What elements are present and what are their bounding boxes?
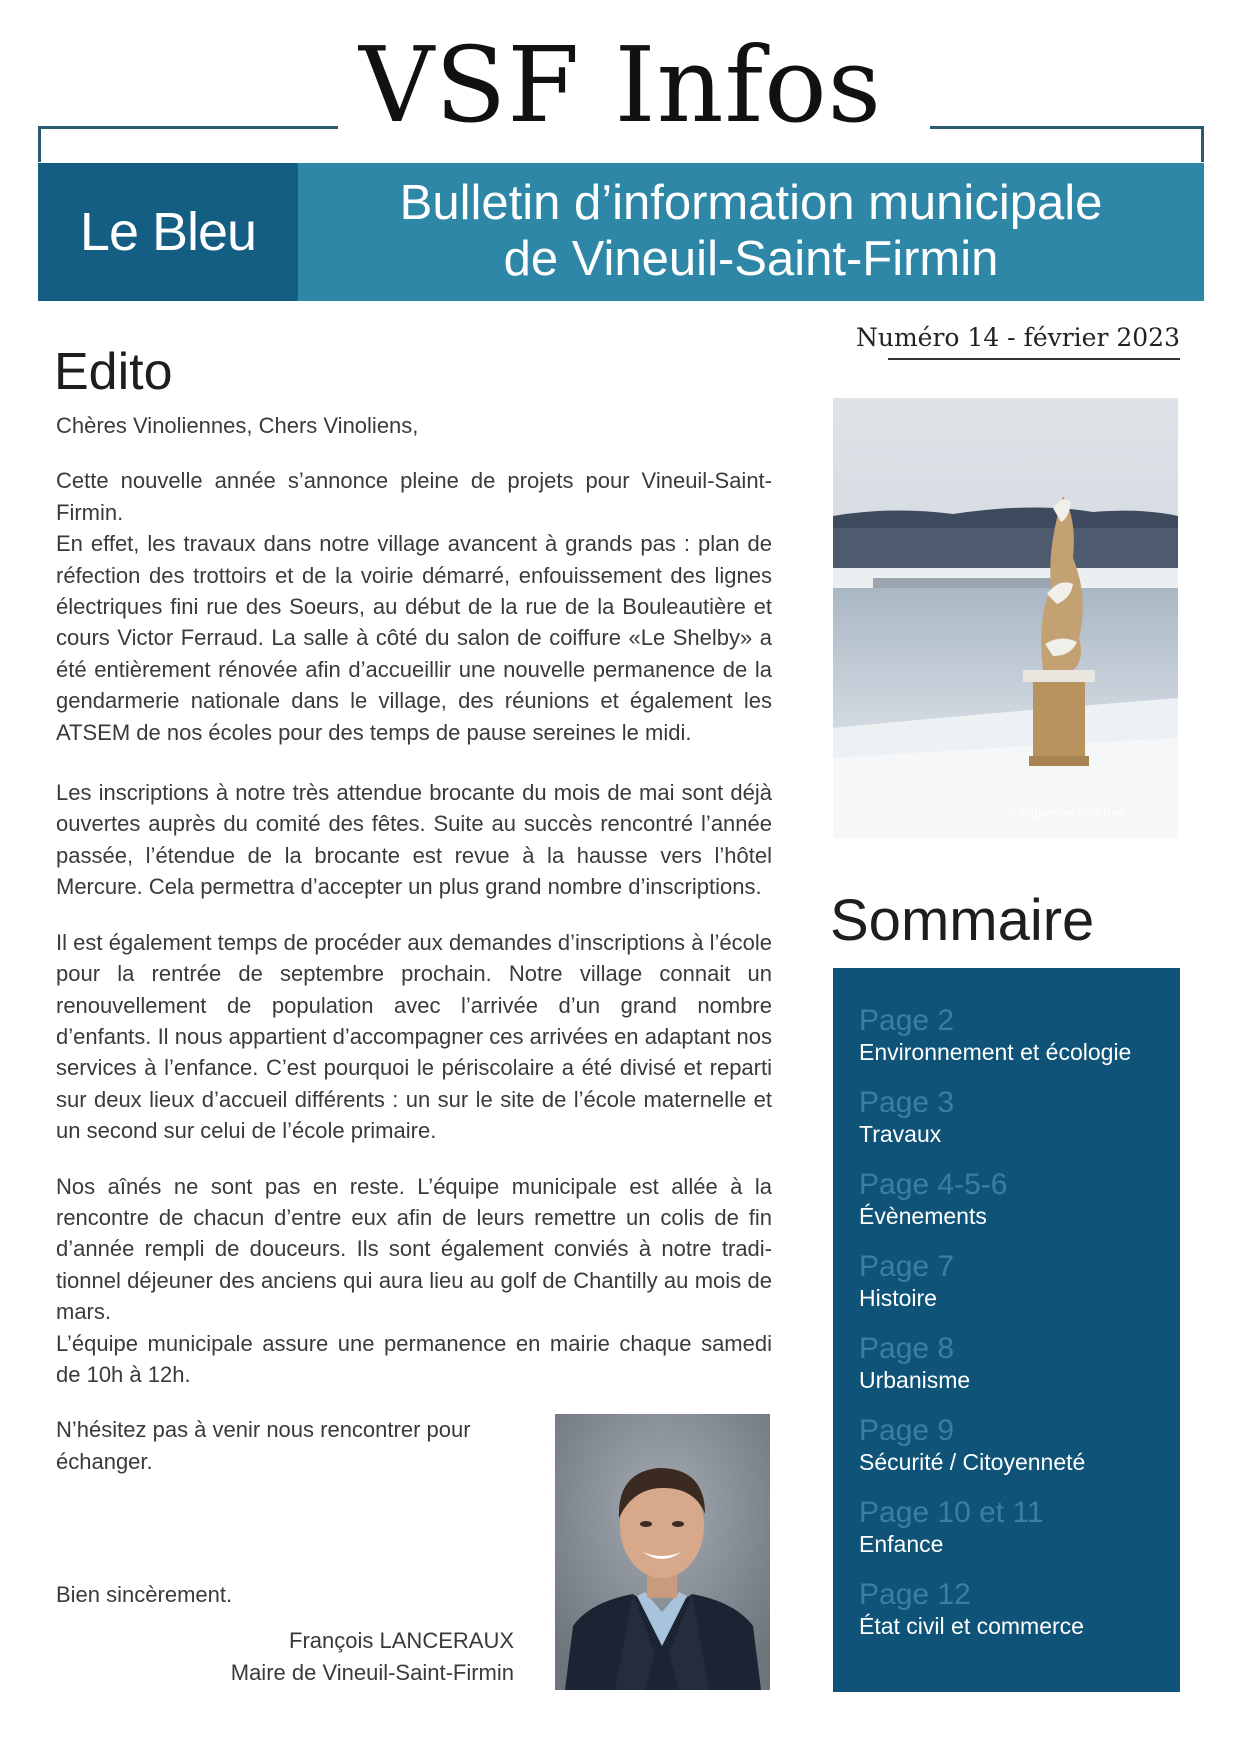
- banner-badge: Le Bleu: [38, 163, 298, 301]
- banner-subtitle-line2: de Vineuil-Saint-Firmin: [503, 232, 999, 286]
- mayor-portrait-drawing: [555, 1414, 770, 1690]
- sommaire-item[interactable]: [859, 1414, 1180, 1496]
- edito-paragraph: N’hésitez pas à venir nous rencontrer pour échanger.: [56, 1417, 471, 1474]
- edito-heading: Edito: [54, 343, 173, 401]
- banner-subtitle: [298, 175, 1204, 289]
- sommaire-page: Page 4-5-6: [859, 1168, 1008, 1201]
- edito-paragraph: En effet, les travaux dans notre village avancent à grands pas : plan de réfection des trottoirs et de la voirie démarré, enfouissement des lignes électriques fini rue des Soeurs, au début de la rue de la Bouleautière et cours Victor Ferraud. La salle à côté du salon de coiffure «Le Shelby» a été entièrement rénovée afin d’accueillir une nouvelle permanence de la gendarmerie nationale dans le village, des réunions et également les ATSEM de nos écoles pour des temps de pause sereines le midi.: [56, 531, 772, 745]
- sommaire-label: État civil et commerce: [859, 1613, 1084, 1639]
- sommaire-page: Page 3: [859, 1086, 955, 1119]
- signature-title: Maire de Vineuil-Saint-Firmin: [230, 1660, 514, 1685]
- edito-paragraph: L’équipe municipale assure une permanence en mairie chaque samedi de 10h à 12h.: [56, 1330, 772, 1387]
- cover-photo: [833, 398, 1178, 838]
- mayor-portrait: [555, 1414, 770, 1690]
- edito-closing: Bien sincèrement.: [56, 1582, 233, 1607]
- sommaire-page: Page 2: [859, 1004, 955, 1037]
- sommaire-page: Page 9: [859, 1414, 955, 1447]
- photo-credit: © Fabienne Van Pee: [1006, 805, 1126, 820]
- issue-underline: [888, 358, 1180, 360]
- sommaire-label: Histoire: [859, 1285, 937, 1311]
- edito-body: [56, 410, 772, 1477]
- masthead-rule-left-tick: [38, 126, 41, 162]
- sommaire-item[interactable]: [859, 1578, 1180, 1660]
- cover-photo-drawing: [833, 398, 1178, 838]
- edito-paragraph: Il est également temps de procéder aux demandes d’inscriptions à l’école pour la rentrée de septembre prochain. Notre village connait un renouvellement de population avec l’arrivée d’un grand nombre d’enfants. Il nous appartient d’accompagner ces arrivées en adaptant nos services à l’enfance. C’est pourquoi le périscolaire a été divisé et reparti sur deux lieux d’accueil différents : un sur le site de l’école maternelle et un second sur celui de l’école primaire.: [56, 929, 772, 1144]
- sommaire-page: Page 12: [859, 1578, 971, 1611]
- sommaire-label: Évènements: [859, 1203, 987, 1229]
- edito-paragraph: Les inscriptions à notre très attendue brocante du mois de mai sont déjà ouvertes auprès du comité des fêtes. Suite au succès rencontré l’année passée, l’étendue de la brocante est revue à la hausse vers l’hôtel Mercure. Cela permettra d’accepter un plus grand nombre d’inscriptions.: [56, 780, 772, 900]
- masthead-rule-left: [38, 126, 338, 129]
- sommaire-item[interactable]: [859, 1496, 1180, 1578]
- edito-paragraph: Nos aînés ne sont pas en reste. L’équipe municipale est allée à la rencontre de chacun d’entre eux afin de leurs remettre un colis de fin d’année rempli de douceurs. Ils sont également conviés à notre tradi-tionnel déjeuner des anciens qui aura lieu au golf de Chantilly au mois de mars.: [56, 1173, 772, 1325]
- signature: [150, 1625, 514, 1689]
- sommaire-item[interactable]: [859, 1004, 1180, 1086]
- signature-name: François LANCERAUX: [289, 1628, 514, 1653]
- issue-number: Numéro 14 - février 2023: [855, 323, 1180, 352]
- sommaire-label: Sécurité / Citoyenneté: [859, 1449, 1086, 1475]
- edito-paragraph: Cette nouvelle année s’annonce pleine de projets pour Vineuil-Saint-Firmin.: [56, 468, 772, 525]
- sommaire-item[interactable]: [859, 1168, 1180, 1250]
- edito-greeting: Chères Vinoliennes, Chers Vinoliens,: [56, 413, 419, 438]
- sommaire-item[interactable]: [859, 1250, 1180, 1332]
- sommaire-page: Page 10 et 11: [859, 1496, 1044, 1529]
- sommaire-label: Travaux: [859, 1121, 942, 1147]
- masthead-rule-right: [930, 126, 1204, 129]
- sommaire-label: Enfance: [859, 1531, 944, 1557]
- masthead-title: VSF Infos: [358, 24, 883, 146]
- sommaire-page: Page 8: [859, 1332, 955, 1365]
- sommaire-label: Environnement et écologie: [859, 1039, 1132, 1065]
- sommaire-item[interactable]: [859, 1332, 1180, 1414]
- sommaire-heading: Sommaire: [830, 888, 1095, 953]
- banner: [38, 163, 1204, 301]
- masthead-rule-right-tick: [1201, 126, 1204, 162]
- banner-subtitle-line1: Bulletin d’information municipale: [399, 176, 1103, 230]
- sommaire-box: [833, 968, 1180, 1692]
- sommaire-item[interactable]: [859, 1086, 1180, 1168]
- sommaire-page: Page 7: [859, 1250, 955, 1283]
- sommaire-label: Urbanisme: [859, 1367, 971, 1393]
